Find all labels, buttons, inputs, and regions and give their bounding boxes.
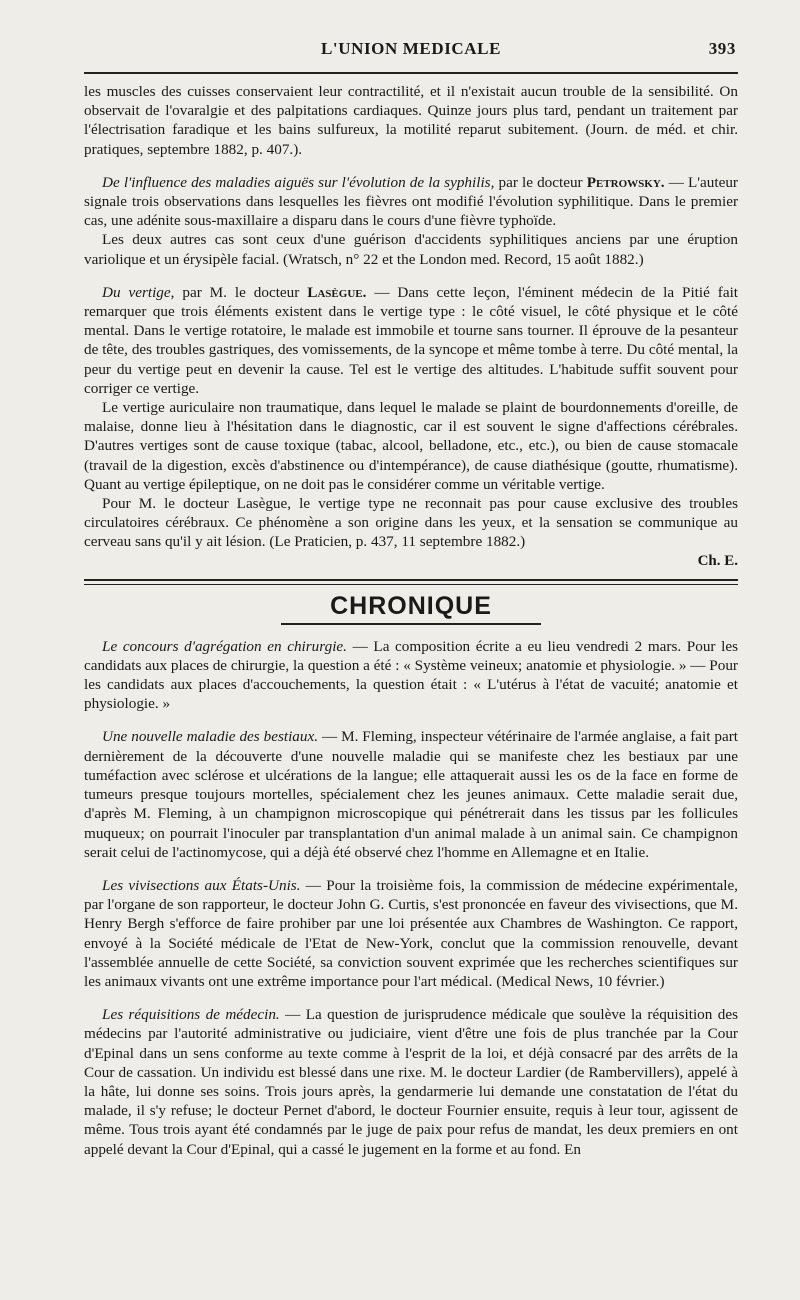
article-vertige-paragraph-3: Pour M. le docteur Lasègue, le vertige type ne reconnait pas pour cause exclusive des troubles circulatoires cérébraux. Ce phénomène a son origine dans les yeux, et la sensation se communique au cerveau sans qu'il y ait lésion. (Le Praticien, p. 437, 11 septembre 1882.) bbox=[84, 495, 738, 551]
chronique-item-vivisections: Les vivisections aux États-Unis. — Pour la troisième fois, la commission de médecine expérimentale, par l'organe de son rapporteur, le docteur John G. Curtis, s'est prononcée en faveur des vivisections, que M. Henry Bergh s'efforce de faire prohiber par une loi présentée aux Chambres de Washington. Ce rapport, envoyé à la Société médicale de l'Etat de New-York, conclut que la commission renouvelle, devant l'assemblée annuelle de cette Société, sa conviction souvent exprimée que les recherches scientifiques sur les animaux vivants ont une extrême importance pour l'art médical. (Medical News, 10 février.) bbox=[84, 876, 738, 990]
section-title-rule bbox=[281, 623, 541, 625]
article-vertige-paragraph-2: Le vertige auriculaire non traumatique, dans lequel le malade se plaint de bourdonnements d'oreille, de malaise, donne lieu à l'hésitation dans le diagnostic, car il est souvent le signe d'affections cérébrales. D'autres vertiges sont de cause toxique (tabac, alcool, belladone, etc., etc.), ou bien de cause stomacale (travail de la digestion, excès d'abstinence ou d'intempérance), de cause diathésique (goutte, rhumatisme). Quant au vertige épileptique, on ne doit pas le considérer comme un véritable vertige. bbox=[84, 399, 738, 493]
chronique-item-bestiaux-title: Une nouvelle maladie des bestiaux. bbox=[102, 728, 319, 746]
continued-paragraph: les muscles des cuisses conservaient leur contractilité, et il n'existait aucun trouble de la sensibilité. On observait de l'ovaralgie et des palpitations cardiaques. Quinze jours plus tard, pendant un traitement par l'électrisation faradique et les bains sulfureux, la motilité reparut subitement. (Journ. de méd. et chir. pratiques, septembre 1882, p. 407.). bbox=[84, 83, 738, 158]
section-divider bbox=[84, 579, 738, 585]
chronique-item-requisitions: Les réquisitions de médecin. — La question de jurisprudence médicale que soulève la réquisition des médecins par l'autorité administrative ou judiciaire, vient d'être une fois de plus tranchée par la Cour d'Epinal dans un sens conforme au texte comme à l'esprit de la loi, et déjà consacré par des arrêts de la Cour de cassation. Un individu est blessé dans une rixe. M. le docteur Lardier (de Rambervillers), appelé à la hâte, lui donne ses soins. Trois jours après, la gendarmerie lui demande une constatation de l'état du malade, il s'y refuse; le docteur Pernet d'abord, le docteur Fournier ensuite, requis à leur tour, agissent de même. Tous trois ayant été condamnés par le juge de paix pour refus de mandat, les deux premiers en ont appelé devant la Cour d'Epinal, qui a cassé le jugement en la forme et au fond. En bbox=[84, 1006, 738, 1158]
article-syphilis-author: Petrowsky. bbox=[586, 173, 665, 191]
header-rule bbox=[84, 72, 738, 74]
article-syphilis-paragraph-2: Les deux autres cas sont ceux d'une guérison d'accidents syphilitiques anciens par une éruption variolique et un érysipèle facial. (Wratsch, n° 22 et the London med. Record, 15 août 1882.) bbox=[84, 231, 738, 268]
chronique-item-agregation: Le concours d'agrégation en chirurgie. — La composition écrite a eu lieu vendredi 2 mars. Pour les candidats aux places de chirurgie, la question a été : « Système veineux; anatomie et physiologie. » — Pour les candidats aux places d'accouchements, la question était : « L'utérus à l'état de vacuité; anatomie et physiologie. » bbox=[84, 637, 738, 713]
section-title-chronique: CHRONIQUE bbox=[330, 591, 492, 620]
chronique-item-vivisections-title: Les vivisections aux États-Unis. bbox=[102, 876, 301, 894]
article-vertige-author: Lasègue. bbox=[307, 283, 367, 301]
article-syphilis-paragraph-1: De l'influence des maladies aiguës sur l'évolution de la syphilis, par le docteur Petrowsky. — L'auteur signale trois observations dans lesquelles les fièvres ont modifié l'évolution syphilitique. Dans le premier cas, une adénite sous-maxillaire a disparu dans le cours d'une fièvre typhoïde. bbox=[84, 173, 738, 230]
section-heading bbox=[84, 591, 738, 621]
article-vertige-paragraph-1: Du vertige, par M. le docteur Lasègue. — Dans cette leçon, l'éminent médecin de la Pitié fait remarquer que trois éléments existent dans le vertige type : le côté visuel, le côté physique et le côté mental. Dans le vertige rotatoire, le malade est immobile et tourne sans tourner. Il éprouve de la pesanteur de tête, des troubles gastriques, des vomissements, de la syncope et même tombe à terre. Du côté mental, la peur du vertige peut en devenir la cause. Tel est le vertige des altitudes. L'habitude suffit souvent pour corriger ce vertige. bbox=[84, 283, 739, 397]
chronique-item-requisitions-title: Les réquisitions de médecin. bbox=[102, 1006, 280, 1024]
article-signature: Ch. E. bbox=[697, 552, 738, 569]
chronique-item-agregation-title: Le concours d'agrégation en chirurgie. bbox=[102, 637, 347, 655]
article-syphilis-title: De l'influence des maladies aiguës sur l'évolution de la syphilis, bbox=[102, 173, 495, 191]
chronique-item-bestiaux: Une nouvelle maladie des bestiaux. — M. Fleming, inspecteur vétérinaire de l'armée anglaise, a fait part dernièrement de la découverte d'une nouvelle maladie qui se manifeste chez les bestiaux par une tuméfaction avec sclérose et ulcérations de la langue; elle attaquerait aussi les os de la face en forme de tumeurs presque toujours mortelles, spécialement chez les jeunes animaux. Cette maladie serait due, d'après M. Fleming, à un champignon microscopique qui pénétrerait dans les tissus par les follicules muqueux; on pourrait l'inoculer par transplantation d'un animal malade à un animal sain. Ce champignon serait celui de l'actinomycose, qui a déjà été observé chez l'homme en Allemagne et en Italie. bbox=[84, 728, 738, 861]
journal-title: L'UNION MEDICALE bbox=[320, 39, 502, 58]
article-vertige-title: Du vertige, bbox=[102, 283, 175, 301]
running-header bbox=[84, 32, 738, 66]
page-number: 393 bbox=[708, 39, 736, 58]
